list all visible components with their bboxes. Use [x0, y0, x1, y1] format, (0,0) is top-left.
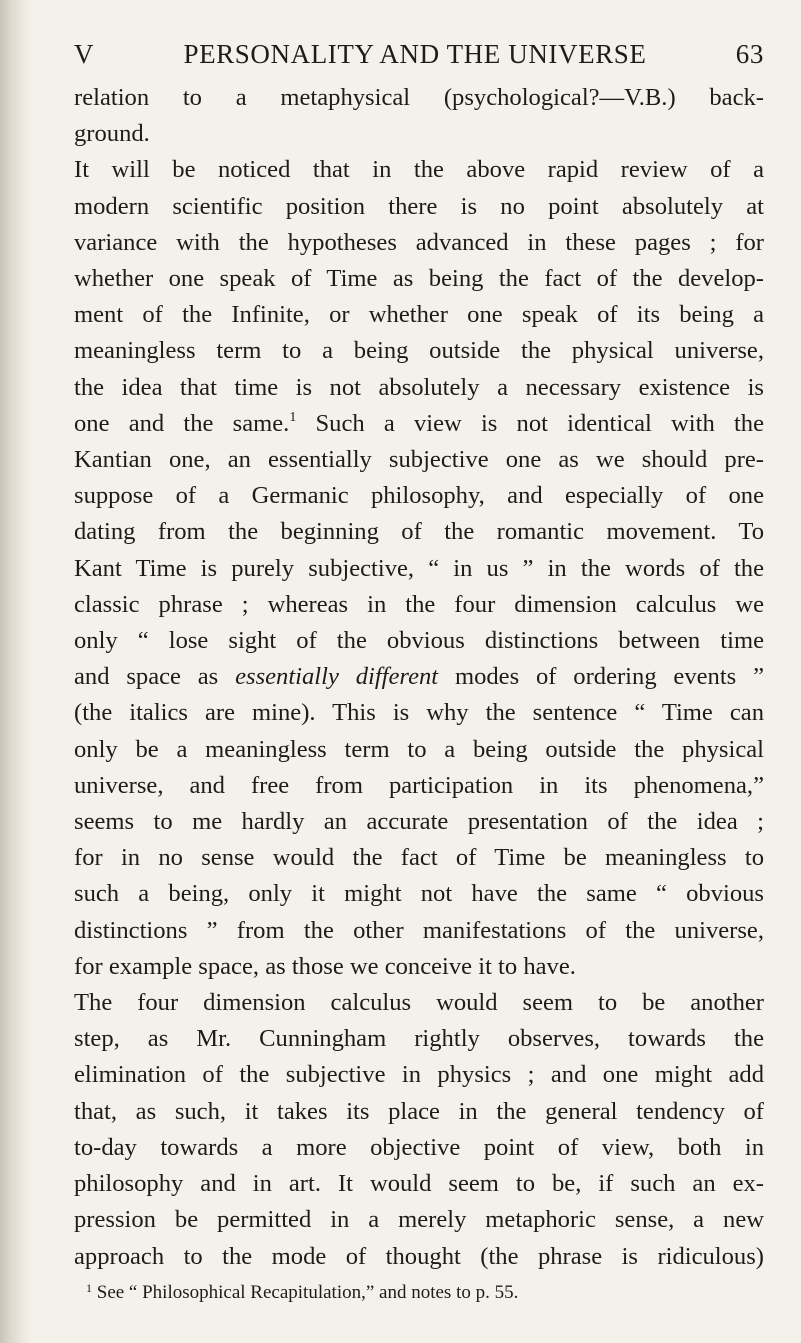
text-line: [74, 152, 764, 188]
text-line: [74, 406, 764, 442]
page-number: 63: [735, 39, 764, 69]
text-line: [74, 985, 764, 1021]
text-line: [74, 333, 764, 369]
line-text: It will be noticed that in the above rapid review of a: [74, 156, 764, 184]
line-text: Kant Time is purely subjective, “ in us ” in the words of the: [74, 554, 764, 582]
text-line: [74, 913, 764, 949]
line-text: meaningless term to a being outside the physical universe,: [74, 337, 764, 365]
line-text: relation to a metaphysical (psychological?—V.B.) back-: [74, 84, 764, 111]
line-text: whether one speak of Time as being the fact of the develop-: [74, 265, 764, 293]
text-line: [74, 116, 764, 152]
text-line: [74, 1130, 764, 1166]
chapter-numeral: V: [74, 39, 95, 69]
text-line: [74, 442, 764, 478]
text-line: [74, 1094, 764, 1130]
line-text: step, as Mr. Cunningham rightly observes, towards the: [74, 1025, 764, 1053]
text-line: [74, 1239, 764, 1275]
text-line: [74, 804, 764, 840]
line-text: Kantian one, an essentially subjective one as we should pre-: [74, 446, 764, 474]
text-line: [74, 297, 764, 333]
text-line: [74, 768, 764, 804]
text-line: [74, 514, 764, 550]
text-line: [74, 80, 764, 116]
text-line: [74, 189, 764, 225]
footnote-reference[interactable]: 1: [289, 409, 297, 425]
line-text: one and the same.: [74, 409, 290, 437]
line-text: pression be permitted in a merely metaphoric sense, a new: [74, 1206, 764, 1234]
line-text: suppose of a Germanic philosophy, and especially of one: [74, 482, 764, 510]
line-text: modern scientific position there is no point absolutely at: [74, 192, 764, 220]
text-line: [74, 478, 764, 514]
line-text: and space as: [74, 663, 236, 691]
line-text: that, as such, it takes its place in the general tendency of: [74, 1097, 764, 1125]
line-text: ment of the Infinite, or whether one speak of its being a: [74, 301, 764, 329]
text-line: [74, 551, 764, 587]
text-line: [74, 225, 764, 261]
text-line: [74, 261, 764, 297]
line-text: seems to me hardly an accurate presentation of the idea ;: [74, 808, 764, 836]
text-line: [74, 1057, 764, 1093]
body-text: [74, 80, 764, 1275]
line-text: for in no sense would the fact of Time be meaningless to: [74, 844, 764, 872]
line-text: only “ lose sight of the obvious distinctions between time: [74, 627, 764, 655]
line-text: (the italics are mine). This is why the sentence “ Time can: [74, 699, 764, 727]
footnote-text: See “ Philosophical Recapitulation,” and notes to p. 55.: [96, 1281, 519, 1303]
line-text: for example space, as those we conceive it to have.: [74, 952, 576, 980]
text-line: [74, 876, 764, 912]
line-text: philosophy and in art. It would seem to be, if such an ex-: [74, 1170, 764, 1198]
line-text: dating from the beginning of the romantic movement. To: [74, 518, 764, 546]
text-line: [74, 659, 764, 695]
line-text-continued: modes of ordering events ”: [438, 663, 764, 691]
text-line: [74, 840, 764, 876]
line-text-continued: Such a view is not identical with the: [296, 409, 764, 437]
page-gutter-shadow: [0, 0, 30, 1343]
line-text: universe, and free from participation in its phenomena,”: [74, 771, 764, 799]
text-line: [74, 370, 764, 406]
line-text: ground.: [74, 120, 150, 148]
italic-emphasis: essentially different: [235, 663, 439, 691]
text-line: [74, 695, 764, 731]
line-text: approach to the mode of thought (the phrase is ridiculous): [74, 1242, 764, 1270]
footnote: [74, 1279, 764, 1307]
line-text: classic phrase ; whereas in the four dimension calculus we: [74, 590, 764, 618]
text-line: [74, 1166, 764, 1202]
line-text: to-day towards a more objective point of view, both in: [74, 1133, 764, 1161]
text-line: [74, 587, 764, 623]
text-line: [74, 623, 764, 659]
text-line: [74, 949, 764, 985]
line-text: distinctions ” from the other manifestations of the universe,: [74, 916, 764, 944]
text-line: [74, 1202, 764, 1238]
line-text: elimination of the subjective in physics ; and one might add: [74, 1061, 764, 1089]
line-text: such a being, only it might not have the same “ obvious: [74, 880, 764, 908]
footnote-marker: 1: [86, 1280, 92, 1295]
text-line: [74, 732, 764, 768]
book-page: [74, 34, 764, 1307]
line-text: the idea that time is not absolutely a necessary existence is: [74, 373, 764, 401]
text-line: [74, 1021, 764, 1057]
line-text: only be a meaningless term to a being outside the physical: [74, 735, 764, 763]
line-text: The four dimension calculus would seem to be another: [74, 989, 764, 1017]
running-head: [74, 34, 764, 74]
running-title: PERSONALITY AND THE UNIVERSE: [183, 39, 647, 69]
line-text: variance with the hypotheses advanced in these pages ; for: [74, 228, 764, 256]
